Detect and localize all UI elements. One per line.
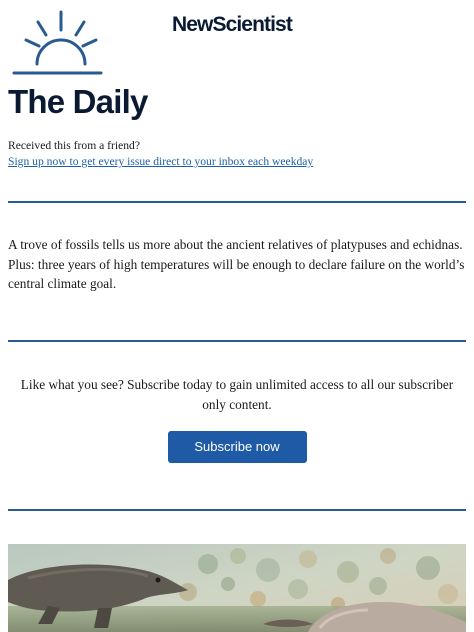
- referral-block: [8, 138, 448, 170]
- section-divider: [8, 340, 466, 342]
- hero-illustration[interactable]: [8, 544, 466, 632]
- intro-summary: A trove of fossils tells us more about the ancient relatives of platypuses and echidnas. Plus: three years of high temperatures will be enough to declare failure on the world’s central climate goal.: [8, 237, 465, 291]
- newsletter-title: The Daily: [8, 83, 148, 120]
- platypus-fossil-illustration: [8, 544, 466, 632]
- subscribe-promo: [8, 375, 466, 463]
- referral-text: Received this from a friend?: [8, 139, 140, 152]
- promo-text: Like what you see? Subscribe today to gain unlimited access to all our subscriber only content.: [20, 377, 454, 412]
- sun-rising-icon: [10, 8, 106, 80]
- new-scientist-logo[interactable]: NewScientist: [172, 13, 292, 36]
- subscribe-button[interactable]: Subscribe now: [168, 431, 307, 463]
- signup-link[interactable]: Sign up now to get every issue direct to your inbox each weekday: [8, 155, 314, 168]
- section-divider: [8, 509, 466, 511]
- section-divider: [8, 201, 466, 203]
